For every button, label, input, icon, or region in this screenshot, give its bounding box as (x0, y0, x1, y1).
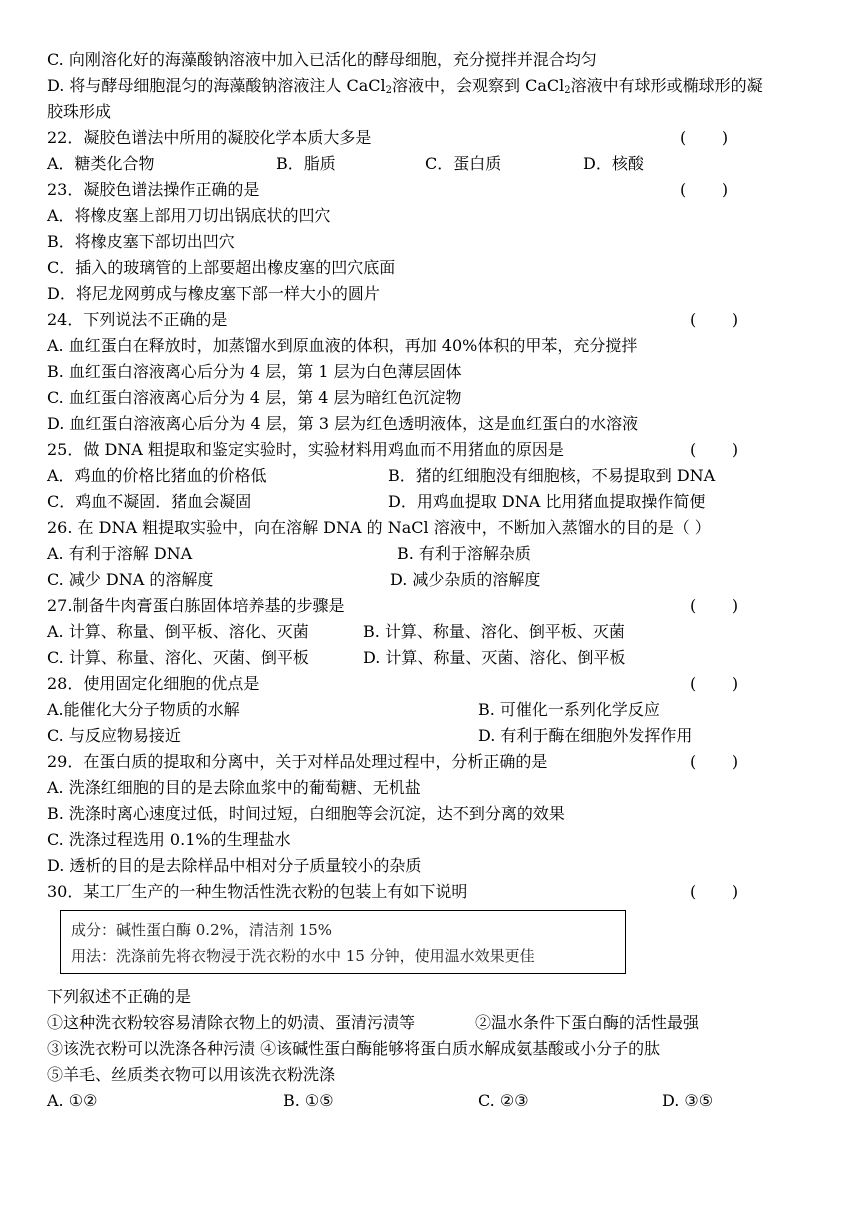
q30-option-b: B. ①⑤ (283, 1091, 334, 1110)
q25-option-d: D．用鸡血提取 DNA 比用猪血提取操作简便 (388, 492, 706, 511)
q22-stem: 22．凝胶色谱法中所用的凝胶化学本质大多是 (47, 128, 372, 147)
q29-option-a: A. 洗涤红细胞的目的是去除血浆中的葡萄糖、无机盐 (47, 778, 421, 797)
q24-stem: 24．下列说法不正确的是 (47, 310, 228, 329)
q29-option-d: D. 透析的目的是去除样品中相对分子质量较小的杂质 (47, 856, 422, 875)
q21-option-d-part2: 溶液中，会观察到 CaCl (392, 76, 565, 95)
q30-statement-1: ①这种洗衣粉较容易清除衣物上的奶渍、蛋清污渍等 (47, 1013, 416, 1032)
q30-answer-paren: ( ) (690, 882, 739, 901)
q23-option-a: A．将橡皮塞上部用刀切出锅底状的凹穴 (47, 206, 331, 225)
q21-option-d-line2: 胶珠形成 (47, 102, 112, 121)
q30-statement-5: ⑤羊毛、丝质类衣物可以用该洗衣粉洗涤 (47, 1065, 336, 1084)
q28-stem: 28．使用固定化细胞的优点是 (47, 674, 260, 693)
q30-statement-3-4: ③该洗衣粉可以洗涤各种污渍 ④该碱性蛋白酶能够将蛋白质水解成氨基酸或小分子的肽 (47, 1039, 661, 1058)
q23-answer-paren: ( ) (680, 180, 729, 199)
q25-option-a: A．鸡血的价格比猪血的价格低 (47, 466, 267, 485)
label-ingredients: 成分：碱性蛋白酶 0.2%，清洁剂 15% (71, 921, 332, 939)
label-usage: 用法：洗涤前先将衣物浸于洗衣粉的水中 15 分钟，使用温水效果更佳 (71, 947, 535, 965)
q29-option-b: B. 洗涤时离心速度过低，时间过短，白细胞等会沉淀，达不到分离的效果 (47, 804, 565, 823)
product-label-box (60, 910, 626, 974)
q27-option-c: C. 计算、称量、溶化、灭菌、倒平板 (47, 648, 309, 667)
q22-option-b: B．脂质 (276, 154, 336, 173)
q27-option-d: D. 计算、称量、灭菌、溶化、倒平板 (363, 648, 626, 667)
q25-answer-paren: ( ) (690, 440, 739, 459)
q25-option-c: C．鸡血不凝固．猪血会凝固 (47, 492, 252, 511)
q22-option-d: D．核酸 (583, 154, 644, 173)
q26-option-d: D. 减少杂质的溶解度 (390, 570, 541, 589)
subscript-2: 2 (564, 85, 571, 96)
q23-option-c: C．插入的玻璃管的上部要超出橡皮塞的凹穴底面 (47, 258, 396, 277)
q25-stem: 25．做 DNA 粗提取和鉴定实验时，实验材料用鸡血而不用猪血的原因是 (47, 440, 564, 459)
q24-option-d: D. 血红蛋白溶液离心后分为 4 层，第 3 层为红色透明液体，这是血红蛋白的水溶液 (47, 414, 639, 433)
q30-question: 下列叙述不正确的是 (47, 987, 192, 1006)
q22-option-c: C．蛋白质 (425, 154, 502, 173)
q30-option-a: A. ①② (47, 1091, 98, 1110)
q24-option-a: A. 血红蛋白在释放时，加蒸馏水到原血液的体积，再加 40%体积的甲苯，充分搅拌 (47, 336, 638, 355)
q26-option-b: B. 有利于溶解杂质 (397, 544, 531, 563)
q27-option-a: A. 计算、称量、倒平板、溶化、灭菌 (47, 622, 309, 641)
q26-stem: 26. 在 DNA 粗提取实验中，向在溶解 DNA 的 NaCl 溶液中，不断加入蒸馏水的目的是（ ） (47, 518, 711, 537)
q28-option-b: B. 可催化一系列化学反应 (478, 700, 660, 719)
q30-stem: 30．某工厂生产的一种生物活性洗衣粉的包装上有如下说明 (47, 882, 468, 901)
q25-option-b: B．猪的红细胞没有细胞核，不易提取到 DNA (388, 466, 716, 485)
q28-answer-paren: ( ) (690, 674, 739, 693)
q27-answer-paren: ( ) (690, 596, 739, 615)
subscript-2: 2 (385, 85, 393, 96)
q27-stem: 27.制备牛肉膏蛋白胨固体培养基的步骤是 (47, 596, 345, 615)
q22-option-a: A．糖类化合物 (47, 154, 155, 173)
q23-stem: 23．凝胶色谱法操作正确的是 (47, 180, 260, 199)
q26-option-a: A. 有利于溶解 DNA (47, 544, 193, 563)
q24-option-b: B. 血红蛋白溶液离心后分为 4 层，第 1 层为白色薄层固体 (47, 362, 462, 381)
q29-answer-paren: ( ) (690, 752, 739, 771)
q21-option-d-part3: 溶液中有球形或椭球形的凝 (570, 76, 763, 95)
q30-option-c: C. ②③ (478, 1091, 529, 1110)
q21-option-d-part1: D. 将与酵母细胞混匀的海藻酸钠溶液注人 CaCl (47, 76, 386, 95)
q24-answer-paren: ( ) (690, 310, 739, 329)
q22-answer-paren: ( ) (680, 128, 729, 147)
q26-option-c: C. 减少 DNA 的溶解度 (47, 570, 214, 589)
q27-option-b: B. 计算、称量、溶化、倒平板、灭菌 (363, 622, 625, 641)
q21-option-d-line1 (47, 73, 763, 99)
q21-option-c: C. 向刚溶化好的海藻酸钠溶液中加入已活化的酵母细胞，充分搅拌并混合均匀 (47, 50, 597, 69)
q30-statement-2: ②温水条件下蛋白酶的活性最强 (475, 1013, 700, 1032)
q30-option-d: D. ③⑤ (662, 1091, 714, 1110)
q28-option-a: A.能催化大分子物质的水解 (47, 700, 240, 719)
q28-option-c: C. 与反应物易接近 (47, 726, 181, 745)
q29-option-c: C. 洗涤过程选用 0.1%的生理盐水 (47, 830, 291, 849)
q23-option-d: D．将尼龙网剪成与橡皮塞下部一样大小的圆片 (47, 284, 380, 303)
q29-stem: 29．在蛋白质的提取和分离中，关于对样品处理过程中，分析正确的是 (47, 752, 548, 771)
q28-option-d: D. 有利于酶在细胞外发挥作用 (478, 726, 693, 745)
q24-option-c: C. 血红蛋白溶液离心后分为 4 层，第 4 层为暗红色沉淀物 (47, 388, 462, 407)
q23-option-b: B．将橡皮塞下部切出凹穴 (47, 232, 235, 251)
